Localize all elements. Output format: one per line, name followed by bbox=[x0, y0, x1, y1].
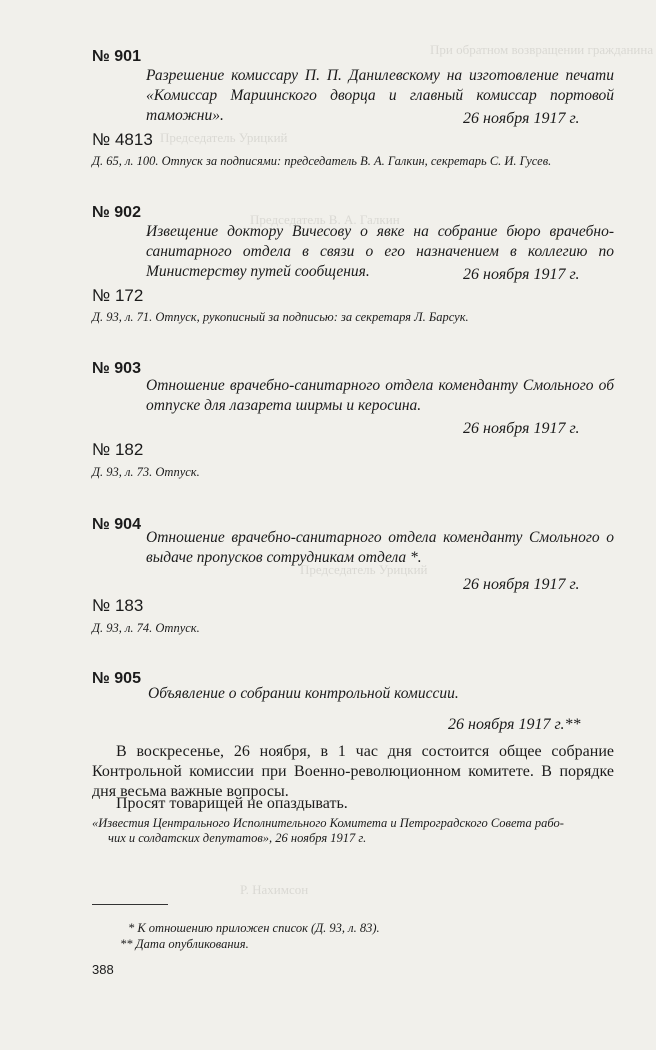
archive-number: № 4813 bbox=[92, 130, 153, 149]
document-number: № 904 bbox=[92, 516, 141, 533]
document-number: № 905 bbox=[92, 670, 141, 687]
archive-source: Д. 93, л. 74. Отпуск. bbox=[92, 621, 200, 635]
document-title: Извещение доктору Вичесову о явке на собрание бюро врачебно-санитарного отдела в связи о его назначением в коллегию по Министерству путей сообщения. bbox=[146, 223, 614, 280]
bleed-through-text: Председатель В. А. Галкин bbox=[250, 212, 400, 227]
document-date: 26 ноября 1917 г. bbox=[463, 110, 580, 127]
archive-source: Д. 93, л. 73. Отпуск. bbox=[92, 465, 200, 479]
document-number: № 902 bbox=[92, 204, 141, 221]
footnote: * К отношению приложен список (Д. 93, л. 83). bbox=[128, 921, 380, 935]
archive-number: № 172 bbox=[92, 286, 144, 305]
bleed-through-text: Председатель Урицкий bbox=[300, 562, 428, 577]
bleed-through-text: Р. Нахимсон bbox=[240, 882, 309, 897]
document-title: Разрешение комиссару П. П. Данилевскому на изготовление печати «Комиссар Мариинского дворца и главный комиссар портовой таможни». bbox=[146, 67, 614, 124]
page-number: 388 bbox=[92, 962, 114, 977]
archive-number: № 183 bbox=[92, 596, 144, 615]
bleed-through-text: Председатель Урицкий bbox=[160, 130, 288, 145]
publication-source: чих и солдатских депутатов», 26 ноября 1917 г. bbox=[108, 831, 367, 845]
document-number: № 901 bbox=[92, 48, 141, 65]
document-title: Объявление о собрании контрольной комиссии. bbox=[148, 685, 459, 702]
publication-source: «Известия Центрального Исполнительного Комитета и Петроградского Совета рабо- bbox=[92, 816, 564, 830]
document-date: 26 ноября 1917 г.** bbox=[448, 716, 581, 733]
archive-source: Д. 65, л. 100. Отпуск за подписями: председатель В. А. Галкин, секретарь С. И. Гусев. bbox=[92, 154, 552, 168]
bleed-through-text: При обратном возвращении гражданина bbox=[430, 42, 654, 57]
archive-number: № 182 bbox=[92, 440, 144, 459]
footnote: ** Дата опубликования. bbox=[120, 937, 249, 951]
document-number: № 903 bbox=[92, 360, 141, 377]
document-date: 26 ноября 1917 г. bbox=[463, 266, 580, 283]
document-title: Отношение врачебно-санитарного отдела коменданту Смольного о выдаче пропусков сотрудникам отдела *. bbox=[146, 529, 614, 566]
announcement-paragraph: Просят товарищей не опаздывать. bbox=[116, 795, 348, 812]
announcement-paragraph: В воскресенье, 26 ноября, в 1 час дня состоится общее собрание Контрольной комиссии при Военно-революционном комитете. В порядке дня весьма важные вопросы. bbox=[92, 743, 614, 800]
document-date: 26 ноября 1917 г. bbox=[463, 420, 580, 437]
footnote-divider bbox=[92, 904, 168, 905]
archive-source: Д. 93, л. 71. Отпуск, рукописный за подписью: за секретаря Л. Барсук. bbox=[92, 310, 469, 324]
document-date: 26 ноября 1917 г. bbox=[463, 576, 580, 593]
document-title: Отношение врачебно-санитарного отдела коменданту Смольного об отпуске для лазарета ширмы и керосина. bbox=[146, 377, 614, 414]
